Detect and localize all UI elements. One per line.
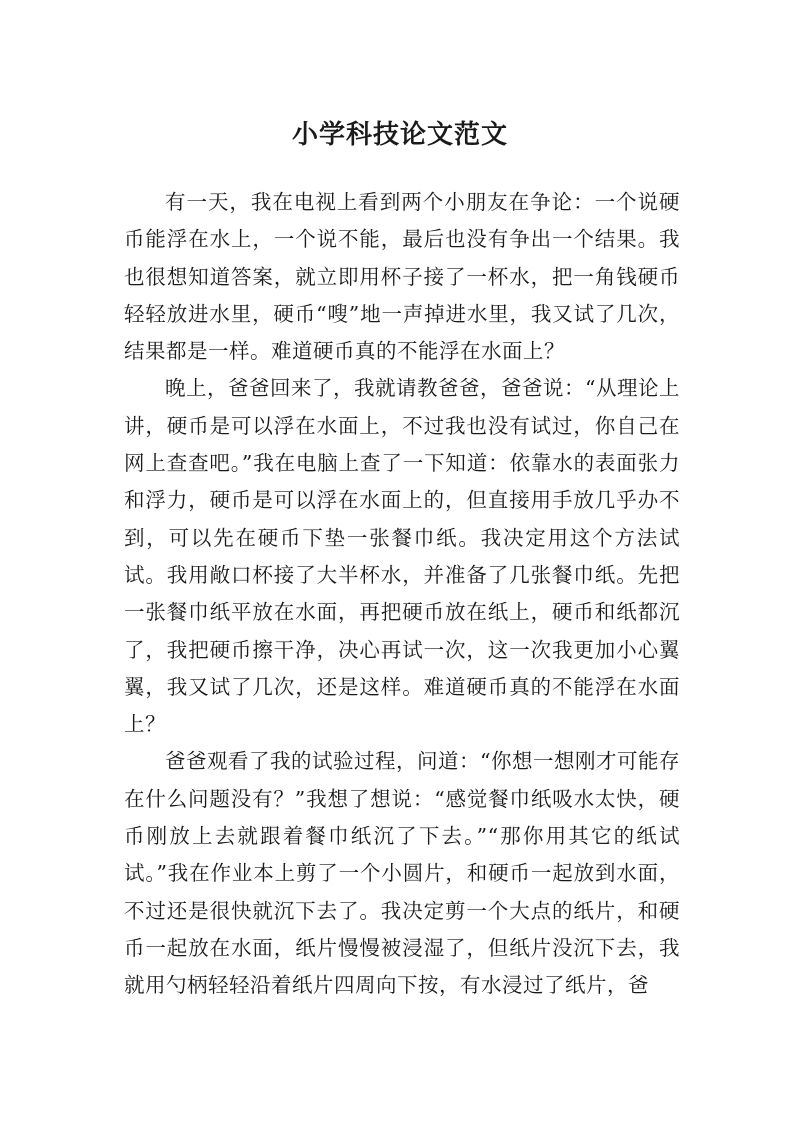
paragraph-2: 晚上，爸爸回来了，我就请教爸爸，爸爸说：“从理论上讲，硬币是可以浮在水面上，不过我也没有试过，你自己在网上查查吧。”我在电脑上查了一下知道：依靠水的表面张力和浮力，硬币是可以浮在水面上的，但直接用手放几乎办不到，可以先在硬币下垫一张餐巾纸。我决定用这个方法试试。我用敞口杯接了大半杯水，并准备了几张餐巾纸。先把一张餐巾纸平放在水面，再把硬币放在纸上，硬币和纸都沉了，我把硬币擦干净，决心再试一次，这一次我更加小心翼翼，我又试了几次，还是这样。难道硬币真的不能浮在水面上？ [124,376,680,737]
document-body [124,184,680,1005]
page-title: 小学科技论文范文 [291,120,508,151]
paragraph-3: 爸爸观看了我的试验过程，问道：“你想一想刚才可能存在什么问题没有？”我想了想说：“感觉餐巾纸吸水太快，硬币刚放上去就跟着餐巾纸沉了下去。”“那你用其它的纸试试。”我在作业本上剪了一个小圆片，和硬币一起放到水面，不过还是很快就沉下去了。我决定剪一个大点的纸片，和硬币一起放在水面，纸片慢慢被浸湿了，但纸片没沉下去，我就用勺柄轻轻沿着纸片四周向下按，有水浸过了纸片，爸 [124,749,680,998]
paragraph-1: 有一天，我在电视上看到两个小朋友在争论：一个说硬币能浮在水上，一个说不能，最后也没有争出一个结果。我也很想知道答案，就立即用杯子接了一杯水，把一角钱硬币轻轻放进水里，硬币“嗖”地一声掉进水里，我又试了几次，结果都是一样。难道硬币真的不能浮在水面上？ [124,190,680,364]
